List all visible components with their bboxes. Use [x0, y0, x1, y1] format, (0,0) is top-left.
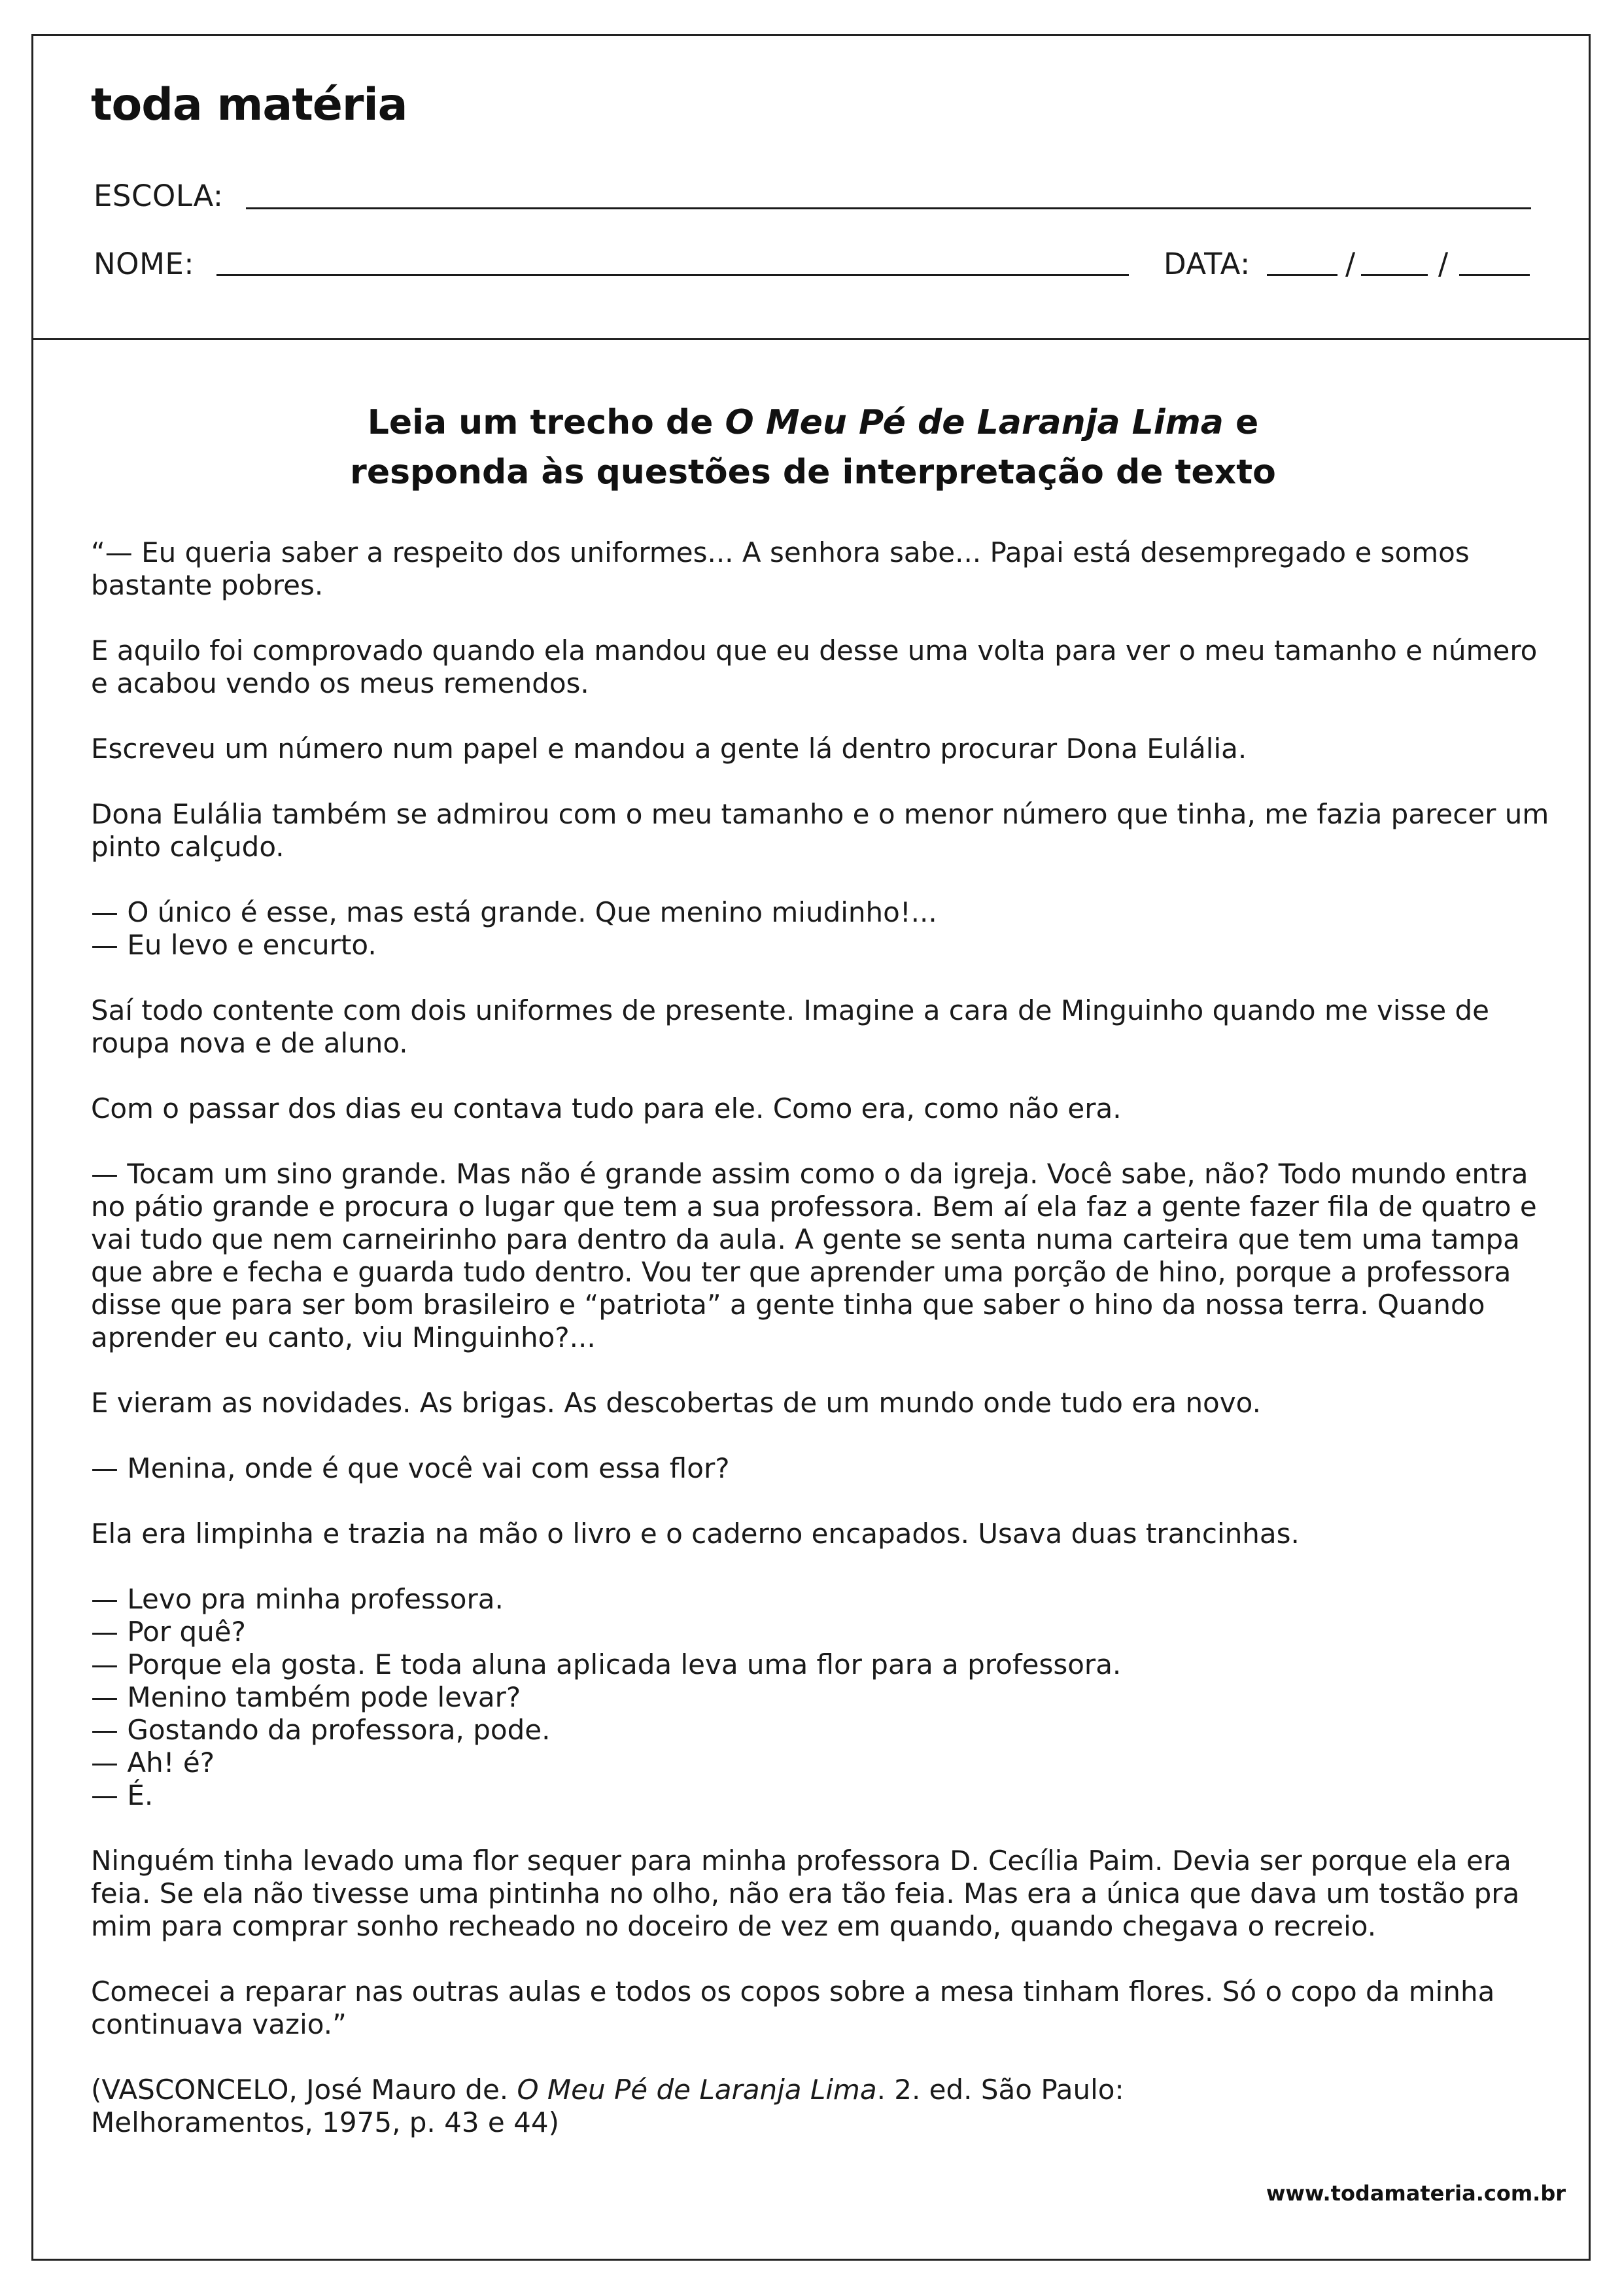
- brand-logo: toda matéria: [91, 79, 407, 131]
- worksheet-frame: [31, 34, 1591, 2261]
- date-month-line[interactable]: [1361, 274, 1428, 276]
- school-line[interactable]: [246, 207, 1531, 209]
- date-separator: /: [1345, 247, 1356, 281]
- date-year-line[interactable]: [1459, 274, 1530, 276]
- paragraph: Ninguém tinha levado uma flor sequer para minha professora D. Cecília Paim. Devia ser porque ela era feia. Se ela não tivesse uma pintinha no olho, não era tão feia. Mas era a única que dava um tostão pra mim para comprar sonho recheado no doceiro de vez em quando, quando chegava o recreio.: [91, 1845, 1520, 1942]
- school-label: ESCOLA:: [94, 179, 224, 213]
- date-separator: /: [1438, 247, 1449, 281]
- title-line-1: [33, 398, 1593, 447]
- name-label: NOME:: [94, 247, 195, 281]
- citation-text: (VASCONCELO, José Mauro de.: [91, 2074, 517, 2106]
- name-line[interactable]: [216, 274, 1129, 276]
- book-title: O Meu Pé de Laranja Lima: [725, 403, 1224, 442]
- date-day-line[interactable]: [1267, 274, 1337, 276]
- paragraph: Comecei a reparar nas outras aulas e todos os copos sobre a mesa tinham flores. Só o copo da minha continuava vazio.”: [91, 1975, 1495, 2040]
- paragraph: “— Eu queria saber a respeito dos uniformes... A senhora sabe... Papai está desempregado e somos bastante pobres.: [91, 536, 1470, 601]
- excerpt-text: [91, 536, 1562, 2172]
- citation: [91, 2074, 1562, 2139]
- citation-text: . 2. ed. São Paulo:: [876, 2074, 1124, 2106]
- paragraph: — Menina, onde é que você vai com essa flor?: [91, 1452, 730, 1484]
- title-line-2: responda às questões de interpretação de texto: [350, 453, 1276, 492]
- paragraph: — Tocam um sino grande. Mas não é grande assim como o da igreja. Você sabe, não? Todo mundo entra no pátio grande e procura o lugar que tem a sua professora. Bem aí ela faz a gente fazer fila de quatro e vai tudo que nem carneirinho para dentro da aula. A gente se senta numa carteira que tem uma tampa que abre e fecha e guarda tudo dentro. Vou ter que aprender uma porção de hino, porque a professora disse que para ser bom brasileiro e “patriota” a gente tinha que saber o hino da nossa terra. Quando aprender eu canto, viu Minguinho?...: [91, 1158, 1537, 1353]
- dialogue-paragraph: — Levo pra minha professora. — Por quê? — Porque ela gosta. E toda aluna aplicada leva uma flor para a professora. — Menino também pode levar? — Gostando da professora, pode. — Ah! é? — É.: [91, 1583, 1122, 1811]
- dialogue-paragraph: — O único é esse, mas está grande. Que menino miudinho!... — Eu levo e encurto.: [91, 896, 937, 961]
- paragraph: Saí todo contente com dois uniformes de presente. Imagine a cara de Minguinho quando me visse de roupa nova e de aluno.: [91, 994, 1490, 1059]
- paragraph: Escreveu um número num papel e mandou a gente lá dentro procurar Dona Eulália.: [91, 733, 1247, 765]
- date-label: DATA:: [1164, 247, 1251, 281]
- paragraph: E vieram as novidades. As brigas. As descobertas de um mundo onde tudo era novo.: [91, 1387, 1261, 1419]
- citation-text: Melhoramentos, 1975, p. 43 e 44): [91, 2106, 559, 2138]
- paragraph: E aquilo foi comprovado quando ela mandou que eu desse uma volta para ver o meu tamanho e número e acabou vendo os meus remendos.: [91, 635, 1538, 699]
- citation-book-title: O Meu Pé de Laranja Lima: [517, 2074, 877, 2106]
- paragraph: Ela era limpinha e trazia na mão o livro e o caderno encapados. Usava duas trancinhas.: [91, 1518, 1300, 1550]
- paragraph: Com o passar dos dias eu contava tudo para ele. Como era, como não era.: [91, 1092, 1122, 1124]
- website-url: www.todamateria.com.br: [1266, 2181, 1566, 2206]
- paragraph: Dona Eulália também se admirou com o meu tamanho e o menor número que tinha, me fazia parecer um pinto calçudo.: [91, 798, 1549, 863]
- title-text: Leia um trecho de: [367, 403, 725, 442]
- worksheet-title: [33, 398, 1593, 497]
- title-text: e: [1223, 403, 1259, 442]
- worksheet-header: [33, 36, 1589, 340]
